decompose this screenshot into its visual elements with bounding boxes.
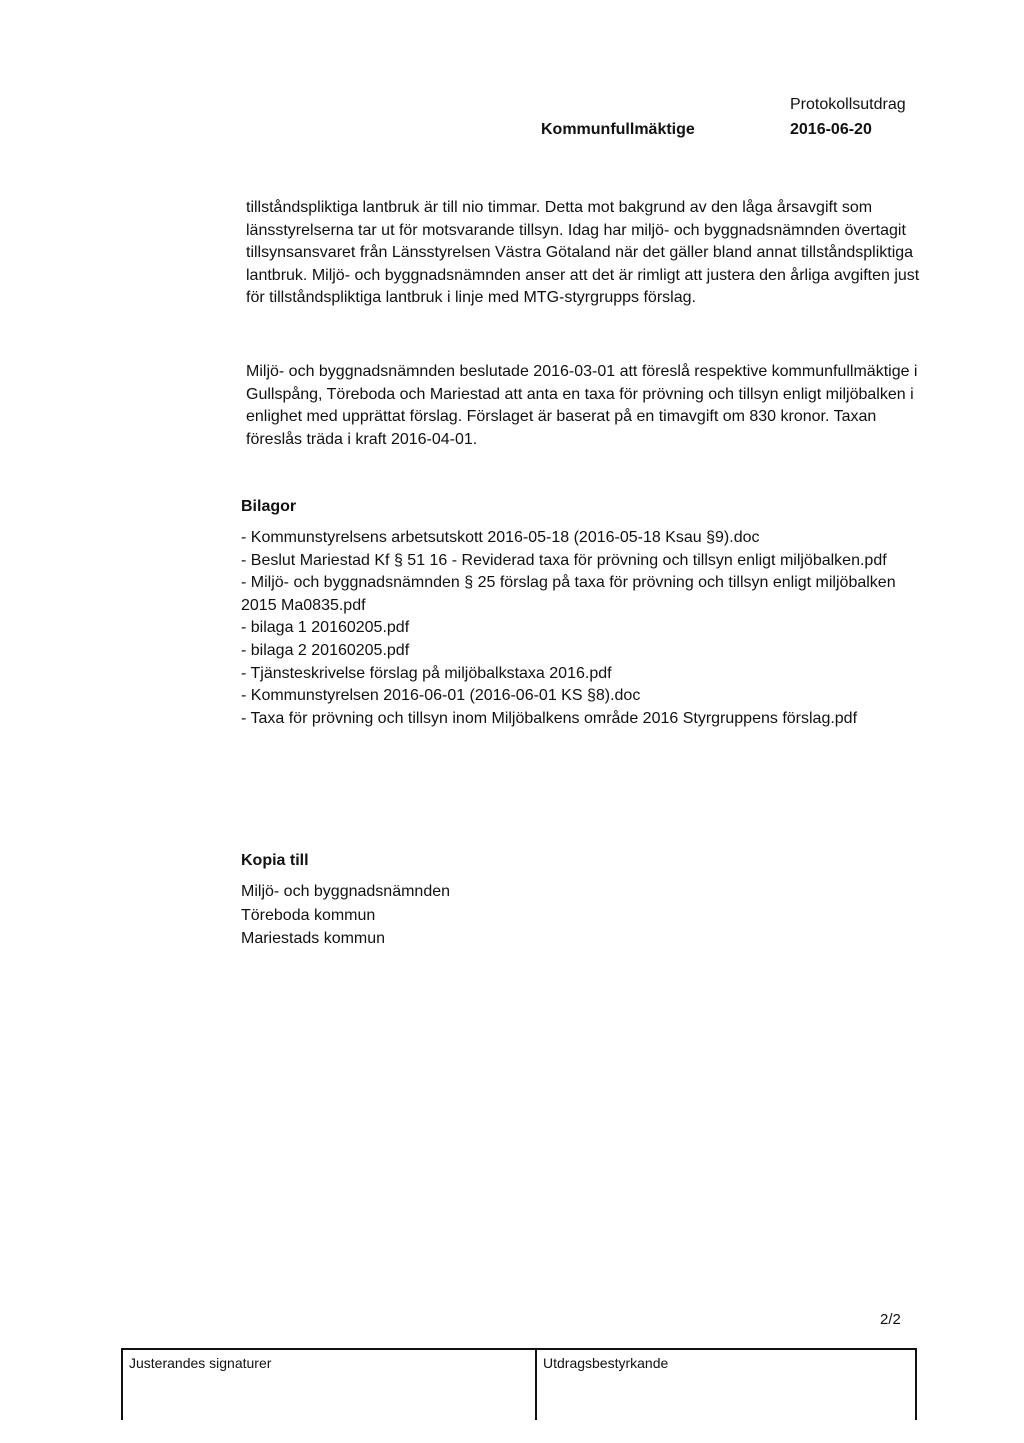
signature-table xyxy=(121,1348,917,1420)
attachment-item: - Beslut Mariestad Kf § 51 16 - Reviderad taxa för prövning och tillsyn enligt miljöbalken.pdf xyxy=(241,551,887,569)
attachment-item: - Tjänsteskrivelse förslag på miljöbalkstaxa 2016.pdf xyxy=(241,664,612,682)
page-number: 2/2 xyxy=(880,1311,901,1328)
copy-recipient: Töreboda kommun xyxy=(241,906,376,924)
signature-cell: Justerandes signaturer xyxy=(122,1349,536,1420)
copy-recipient: Miljö- och byggnadsnämnden xyxy=(241,883,451,900)
attachment-item: - Kommunstyrelsen 2016-06-01 (2016-06-01 KS §8).doc xyxy=(241,687,641,705)
header-date: 2016-06-20 xyxy=(790,121,872,138)
copy-recipient: Mariestads kommun xyxy=(241,930,386,947)
copies-heading: Kopia till xyxy=(241,852,309,869)
attachment-item: - Taxa för prövning och tillsyn inom Miljöbalkens område 2016 Styrgruppens förslag.pdf xyxy=(241,709,858,727)
body-paragraph-2: Miljö- och byggnadsnämnden beslutade 2016-03-01 att föreslå respektive kommunfullmäktige i Gullspång, Töreboda och Mariestad att anta en taxa för prövning och tillsyn enligt miljöbalken i enlighet med upprättat förslag. Förslaget är baserat på en timavgift om 830 kronor. Taxan föreslås träda i kraft 2016-04-01. xyxy=(246,363,918,448)
attachment-item: - bilaga 2 20160205.pdf xyxy=(241,641,410,659)
header-organization: Kommunfullmäktige xyxy=(541,121,695,138)
certifier-cell: Utdragsbestyrkande xyxy=(536,1349,916,1420)
signature-row xyxy=(122,1349,916,1420)
header-doc-type: Protokollsutdrag xyxy=(790,96,906,113)
attachment-item: - Kommunstyrelsens arbetsutskott 2016-05-18 (2016-05-18 Ksau §9).doc xyxy=(241,529,760,546)
attachment-item: - bilaga 1 20160205.pdf xyxy=(241,619,410,637)
attachments-list xyxy=(241,527,921,730)
attachment-item: - Miljö- och byggnadsnämnden § 25 förslag på taxa för prövning och tillsyn enligt miljöbalken 2015 Ma0835.pdf xyxy=(241,574,896,614)
body-paragraph-1: tillståndspliktiga lantbruk är till nio timmar. Detta mot bakgrund av den låga årsavgift som länsstyrelserna tar ut för motsvarande tillsyn. Idag har miljö- och byggnadsnämnden övertagit tillsynsansvaret från Länsstyrelsen Västra Götaland när det gäller bland annat tillståndspliktiga lantbruk. Miljö- och byggnadsnämnden anser att det är rimligt att justera den årliga avgiften just för tillståndspliktiga lantbruk i linje med MTG-styrgrupps förslag. xyxy=(246,199,920,306)
attachments-heading: Bilagor xyxy=(241,498,297,515)
copies-list xyxy=(241,880,921,951)
